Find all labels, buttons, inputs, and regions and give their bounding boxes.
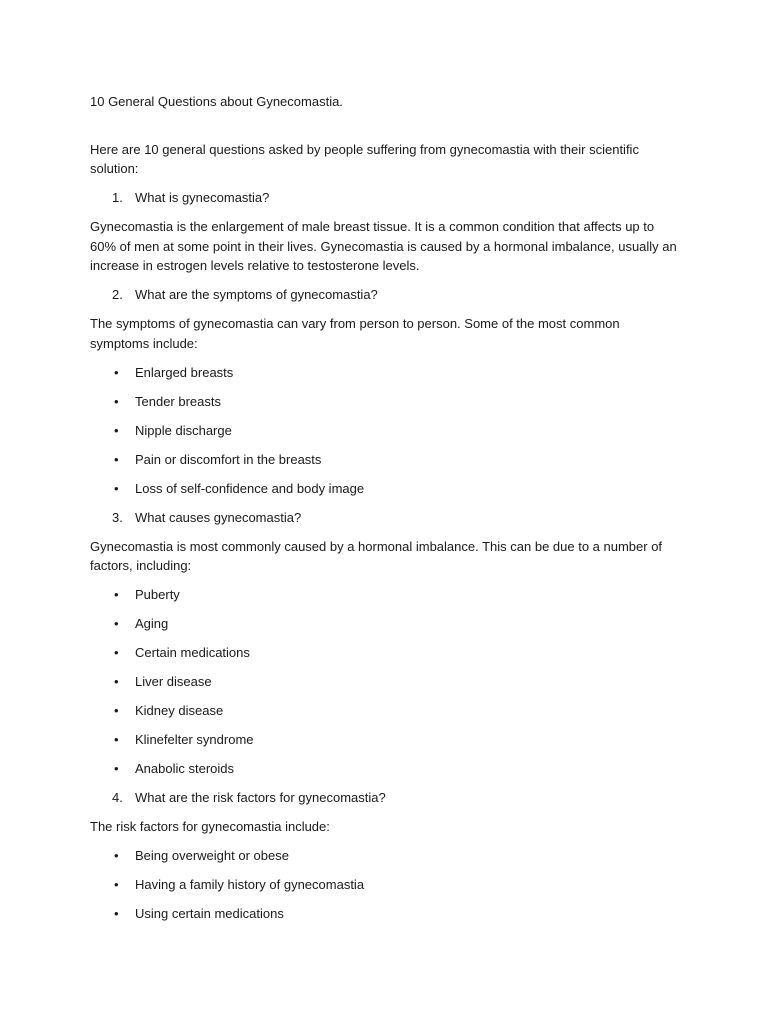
bullet-item	[90, 904, 678, 924]
bullet-item	[90, 392, 678, 412]
list-number: 2.	[112, 287, 123, 302]
bullet-dot-icon: •	[114, 364, 119, 380]
list-number: 1.	[112, 190, 123, 205]
bullet-dot-icon: •	[114, 703, 119, 718]
bullet-text: Enlarged breasts	[135, 364, 234, 380]
bullet-text: Being overweight or obese	[135, 848, 289, 863]
bullet-text: Tender breasts	[135, 393, 221, 409]
bullet-text: Having a family history of gynecomastia	[135, 877, 365, 892]
bullet-item	[90, 672, 678, 692]
bullet-text: Aging	[135, 616, 169, 631]
bullet-item	[90, 585, 678, 605]
bullet-item	[90, 759, 678, 779]
document-body	[90, 92, 678, 924]
document-title: 10 General Questions about Gynecomastia.	[90, 94, 343, 109]
list-number: 3.	[112, 509, 123, 525]
bullet-item	[90, 450, 678, 470]
bullet-text: Klinefelter syndrome	[135, 732, 254, 747]
bullet-dot-icon: •	[114, 645, 119, 660]
bullet-item	[90, 701, 678, 721]
bullet-item	[90, 421, 678, 441]
question-text: What causes gynecomastia?	[135, 509, 302, 525]
bullet-item	[90, 730, 678, 750]
bullet-text: Anabolic steroids	[135, 761, 234, 776]
question-text: What are the risk factors for gynecomastia?	[135, 790, 386, 805]
answer-paragraph: Gynecomastia is most commonly caused by a hormonal imbalance. This can be due to a number of factors, including:	[90, 538, 663, 573]
bullet-text: Loss of self-confidence and body image	[135, 480, 365, 496]
numbered-question	[90, 788, 678, 808]
bullet-item	[90, 643, 678, 663]
numbered-question	[90, 285, 678, 305]
intro-paragraph: Here are 10 general questions asked by people suffering from gynecomastia with their scientific solution:	[90, 141, 639, 176]
bullet-dot-icon: •	[114, 422, 119, 438]
list-number: 4.	[112, 790, 123, 805]
bullet-item	[90, 614, 678, 634]
bullet-dot-icon: •	[114, 587, 119, 602]
bullet-item	[90, 479, 678, 499]
bullet-dot-icon: •	[114, 848, 119, 863]
bullet-text: Certain medications	[135, 645, 250, 660]
bullet-item	[90, 363, 678, 383]
bullet-item	[90, 846, 678, 866]
question-text: What are the symptoms of gynecomastia?	[135, 287, 378, 302]
bullet-dot-icon: •	[114, 761, 119, 776]
bullet-dot-icon: •	[114, 732, 119, 747]
numbered-question	[90, 508, 678, 528]
bullet-dot-icon: •	[114, 480, 119, 496]
question-text: What is gynecomastia?	[135, 190, 270, 205]
answer-paragraph: The symptoms of gynecomastia can vary from person to person. Some of the most common symptoms include:	[90, 316, 620, 351]
bullet-dot-icon: •	[114, 877, 119, 892]
bullet-text: Liver disease	[135, 674, 212, 689]
bullet-text: Using certain medications	[135, 906, 284, 921]
question-sections	[90, 188, 678, 924]
bullet-dot-icon: •	[114, 393, 119, 409]
bullet-dot-icon: •	[114, 616, 119, 631]
bullet-dot-icon: •	[114, 906, 119, 921]
bullet-text: Puberty	[135, 587, 180, 602]
bullet-item	[90, 875, 678, 895]
bullet-text: Pain or discomfort in the breasts	[135, 451, 322, 467]
answer-paragraph: The risk factors for gynecomastia include:	[90, 819, 330, 834]
bullet-dot-icon: •	[114, 451, 119, 467]
bullet-text: Kidney disease	[135, 703, 224, 718]
bullet-text: Nipple discharge	[135, 422, 232, 438]
bullet-dot-icon: •	[114, 674, 119, 689]
numbered-question	[90, 188, 678, 208]
answer-paragraph: Gynecomastia is the enlargement of male breast tissue. It is a common condition that affects up to 60% of men at some point in their lives. Gynecomastia is caused by a hormonal imbalance, usually an increase in estrogen levels relative to testosterone levels.	[90, 219, 677, 273]
